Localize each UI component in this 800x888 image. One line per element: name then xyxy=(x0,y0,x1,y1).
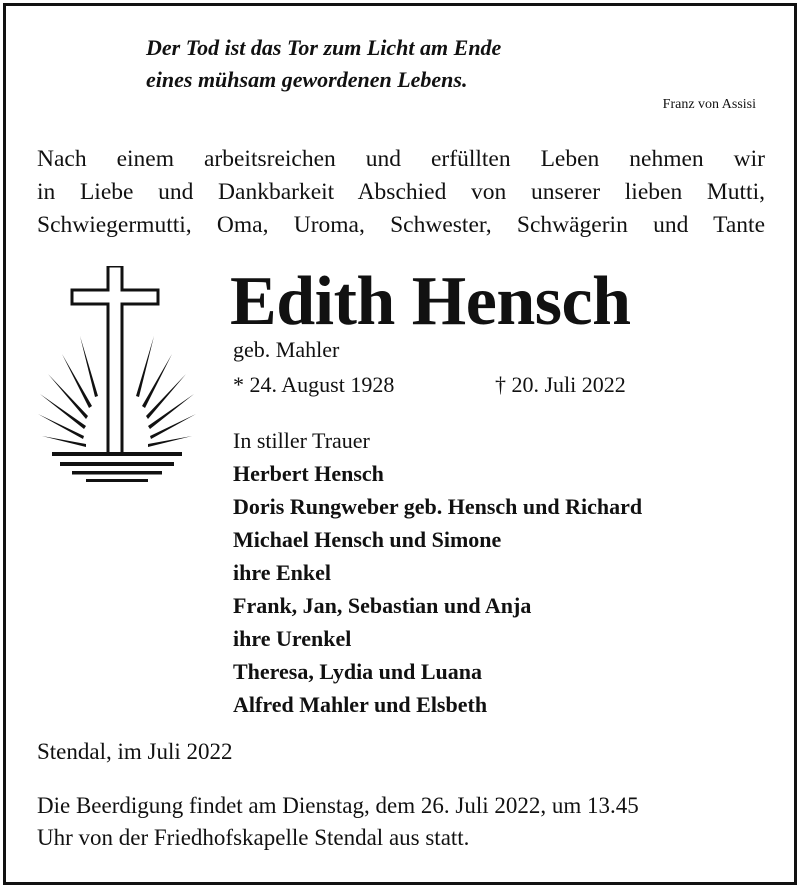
quote-line: eines mühsam gewordenen Lebens. xyxy=(146,67,468,92)
mourner-line: Herbert Hensch xyxy=(233,461,384,486)
place-date: Stendal, im Juli 2022 xyxy=(37,739,233,764)
intro-line: in Liebe und Dankbarkeit Abschied von unserer lieben Mutti, xyxy=(37,179,765,205)
quote xyxy=(146,32,501,96)
mourners-list xyxy=(233,424,642,721)
funeral-notice xyxy=(37,790,765,854)
intro-line: Nach einem arbeitsreichen und erfüllten Leben nehmen wir xyxy=(37,146,765,172)
birth-name: geb. Mahler xyxy=(233,337,340,362)
mourner-line: Theresa, Lydia und Luana xyxy=(233,659,483,684)
deceased-name: Edith Hensch xyxy=(230,263,631,340)
funeral-line: Die Beerdigung findet am Dienstag, dem 26. Juli 2022, um 13.45 xyxy=(37,793,639,818)
birth-date: * 24. August 1928 xyxy=(233,372,395,397)
intro-text xyxy=(37,143,765,242)
mourner-line: Alfred Mahler und Elsbeth xyxy=(233,692,488,717)
intro-line: Schwiegermutti, Oma, Uroma, Schwester, Schwägerin und Tante xyxy=(37,212,765,238)
cross-with-rays-icon xyxy=(36,266,198,484)
mourner-line: ihre Enkel xyxy=(233,560,332,585)
mourner-line: Doris Rungweber geb. Hensch und Richard xyxy=(233,494,643,519)
quote-line: Der Tod ist das Tor zum Licht am Ende xyxy=(146,35,502,60)
mourner-line: ihre Urenkel xyxy=(233,626,352,651)
mourner-line: Michael Hensch und Simone xyxy=(233,527,502,552)
funeral-line: Uhr von der Friedhofskapelle Stendal aus statt. xyxy=(37,825,470,850)
death-date: † 20. Juli 2022 xyxy=(495,372,626,397)
mourner-line: Frank, Jan, Sebastian und Anja xyxy=(233,593,532,618)
mourners-heading: In stiller Trauer xyxy=(233,428,370,453)
quote-author: Franz von Assisi xyxy=(662,97,756,112)
